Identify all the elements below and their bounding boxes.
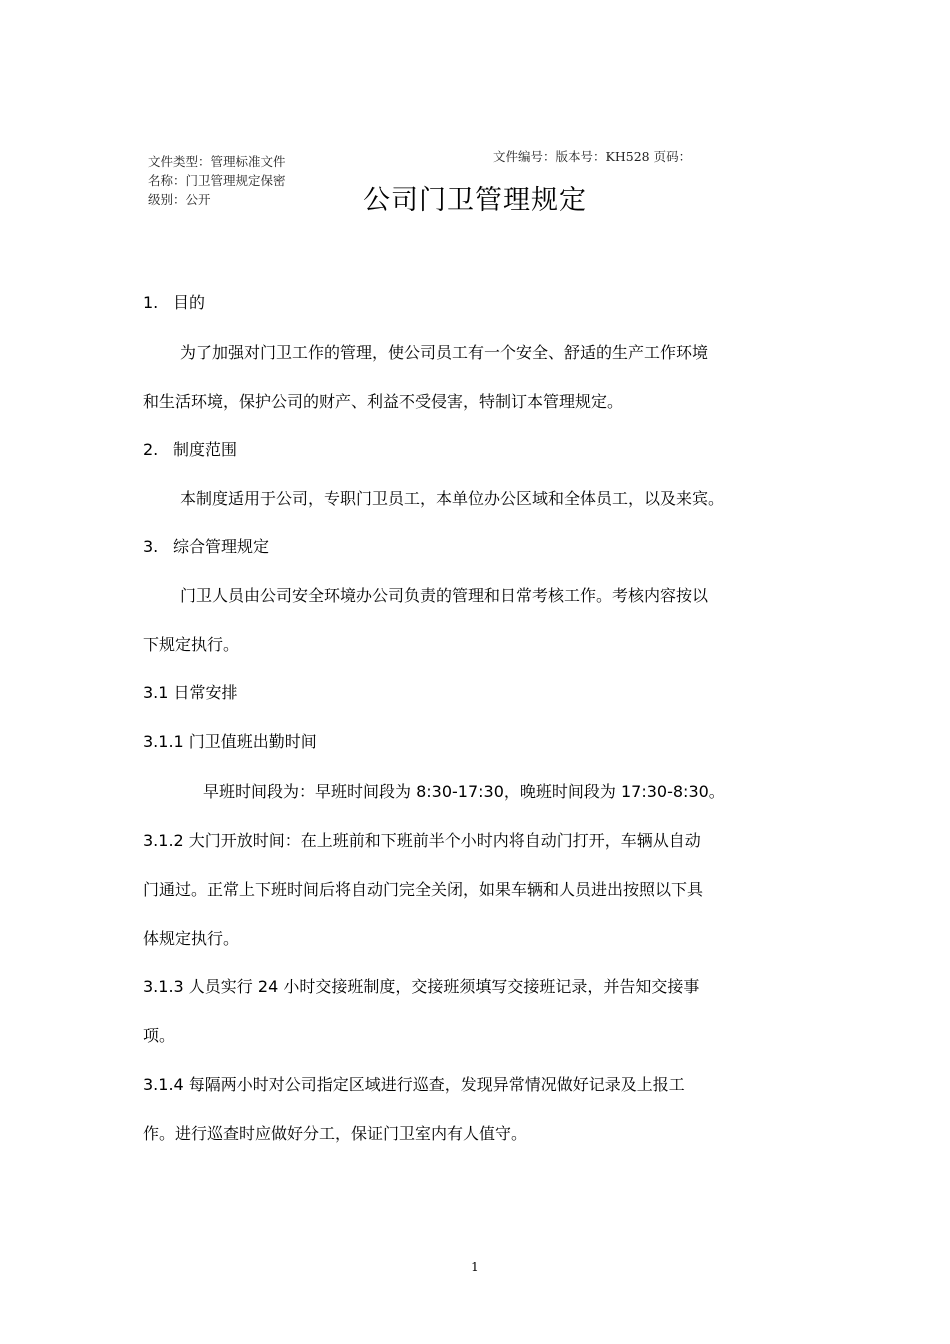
paragraph-line: 早班时间段为：早班时间段为 8:30-17:30，晚班时间段为 17:30-8:30。	[203, 782, 725, 801]
paragraph-line: 和生活环境，保护公司的财产、利益不受侵害，特制订本管理规定。	[143, 392, 624, 411]
paragraph-line: 3.1.2 大门开放时间：在上班前和下班前半个小时内将自动门打开，车辆从自动	[143, 831, 701, 850]
doc-level: 级别：公开	[148, 192, 211, 207]
subsection-heading: 3.1.1 门卫值班出勤时间	[143, 732, 317, 751]
paragraph-line: 本制度适用于公司，专职门卫员工，本单位办公区域和全体员工，以及来宾。	[180, 489, 725, 508]
section-number: 1.	[143, 293, 159, 312]
paragraph-line: 门通过。正常上下班时间后将自动门完全关闭，如果车辆和人员进出按照以下具	[143, 880, 704, 899]
paragraph-line: 作。进行巡查时应做好分工，保证门卫室内有人值守。	[143, 1124, 528, 1143]
section-1-heading	[143, 292, 205, 314]
header-meta-right: 文件编号：版本号：KH528 页码：	[493, 149, 692, 164]
paragraph-line: 3.1.3 人员实行 24 小时交接班制度，交接班须填写交接班记录，并告知交接事	[143, 977, 700, 996]
section-2-heading	[143, 439, 237, 461]
subsection-heading: 3.1 日常安排	[143, 683, 238, 702]
section-number: 2.	[143, 440, 159, 459]
paragraph-line: 门卫人员由公司安全环境办公司负责的管理和日常考核工作。考核内容按以	[180, 586, 709, 605]
doc-name: 名称：门卫管理规定保密	[148, 173, 286, 188]
paragraph-line: 3.1.4 每隔两小时对公司指定区域进行巡查，发现异常情况做好记录及上报工	[143, 1075, 685, 1094]
doc-type: 文件类型：管理标准文件	[148, 154, 286, 169]
section-3-heading	[143, 536, 269, 558]
paragraph-line: 下规定执行。	[143, 635, 240, 654]
section-title: 目的	[173, 293, 206, 312]
section-title: 综合管理规定	[173, 537, 270, 556]
document-title: 公司门卫管理规定	[363, 185, 587, 216]
section-number: 3.	[143, 537, 159, 556]
paragraph-line: 项。	[143, 1026, 176, 1045]
section-title: 制度范围	[173, 440, 238, 459]
page-number: 1	[471, 1260, 479, 1274]
paragraph-line: 体规定执行。	[143, 929, 240, 948]
paragraph-line: 为了加强对门卫工作的管理，使公司员工有一个安全、舒适的生产工作环境	[180, 343, 709, 362]
